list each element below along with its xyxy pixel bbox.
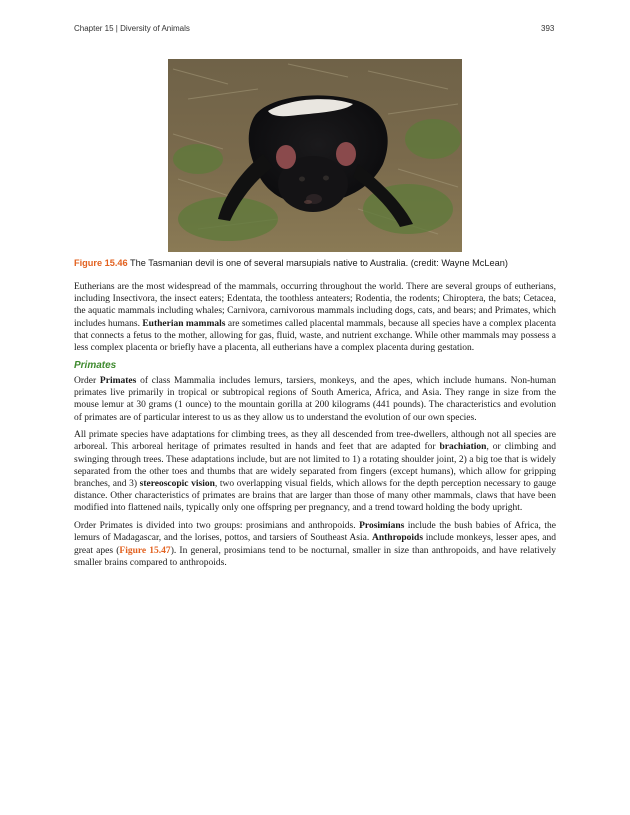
- text-run: include monkeys, lesser apes, and great apes (: [74, 533, 557, 556]
- paragraph-order-primates: [74, 375, 556, 424]
- term-brachiation: brachiation: [439, 442, 487, 453]
- paragraph-eutherians: [74, 281, 556, 354]
- paragraph-adaptations: [74, 429, 556, 514]
- text-run: All primate species have adaptations for climbing trees, as they all descended from tree-dwellers, although not all species are arboreal. This arboreal heritage of primates resulted in hands and feet that are adapted for: [74, 430, 556, 453]
- text-run: ). In general, prosimians tend to be nocturnal, smaller in size than anthropoids, and have relatively smaller brains compared to anthropoids.: [74, 545, 556, 568]
- running-header-chapter: Chapter 15 | Diversity of Animals: [74, 24, 190, 33]
- text-run: Eutherians are the most widespread of the mammals, occurring throughout the world. There are several groups of eutherians, including Insectivora, the insect eaters; Edentata, the toothless anteaters; Rodentia, the rodents; Chiroptera, the bats; Cetacea, the aquatic mammals including whales; Carnivora, carnivorous mammals including dogs, cats, and bears; and Primates, which includes humans.: [74, 282, 556, 329]
- figure-caption: [74, 257, 556, 269]
- figure-label: Figure 15.46: [74, 258, 128, 268]
- body-text: [74, 281, 556, 574]
- section-heading-primates: Primates: [74, 359, 117, 371]
- text-run: of class Mammalia includes lemurs, tarsiers, monkeys, and the apes, which include humans. Non-human primates live primarily in tropical or subtropical regions of South America, Africa, and Asia. They range in size from the mouse lemur at 30 grams (1 ounce) to the mountain gorilla at 200 kilograms (441 pounds). The characteristics and evolution of primates are of particular interest to us as they allow us to understand the evolution of our own species.: [74, 375, 556, 423]
- figure-caption-text: The Tasmanian devil is one of several marsupials native to Australia. (credit: Wayne McLean): [127, 258, 508, 268]
- text-run: , or climbing and swinging through trees. These adaptations include, but are not limited to 1) a rotating shoulder joint, 2) a big toe that is widely separated from the other toes and thumbs that are widely separated from fingers (except humans), which allow for gripping branches, and 3): [74, 442, 556, 490]
- text-run: include the bush babies of Africa, the lemurs of Madagascar, and the lorises, pottos, and tarsiers of Southeast Asia.: [74, 521, 557, 544]
- text-run: are sometimes called placental mammals, because all species have a complex placenta that connects a fetus to the mother, allowing for gas, fluid, waste, and nutrient exchange. While other mammals may possess a less complex placenta or briefly have a placenta, all eutherians have a complex placenta during gestation.: [74, 318, 557, 354]
- term-stereoscopic-vision: stereoscopic vision: [139, 479, 215, 490]
- paragraph-prosimians-anthropoids: [74, 520, 556, 569]
- page-number: 393: [541, 24, 555, 33]
- term-prosimians: Prosimians: [359, 521, 405, 532]
- tasmanian-devil-photo: [168, 59, 462, 252]
- term-anthropoids: Anthropoids: [371, 533, 424, 544]
- figure-15-47-link[interactable]: Figure 15.47: [119, 545, 171, 556]
- term-eutherian-mammals: Eutherian mammals: [142, 318, 226, 329]
- text-run: , two overlapping visual fields, which allows for the depth perception necessary to gauge distance. Other characteristics of primates are brains that are larger than those of many other mammals, claws that have been modified into flattened nails, typically only one offspring per pregnancy, and a trend toward holding the body upright.: [74, 479, 557, 514]
- text-run: Order: [74, 375, 100, 386]
- term-primates: Primates: [99, 375, 137, 386]
- text-run: Order Primates is divided into two groups: prosimians and anthropoids.: [74, 521, 360, 532]
